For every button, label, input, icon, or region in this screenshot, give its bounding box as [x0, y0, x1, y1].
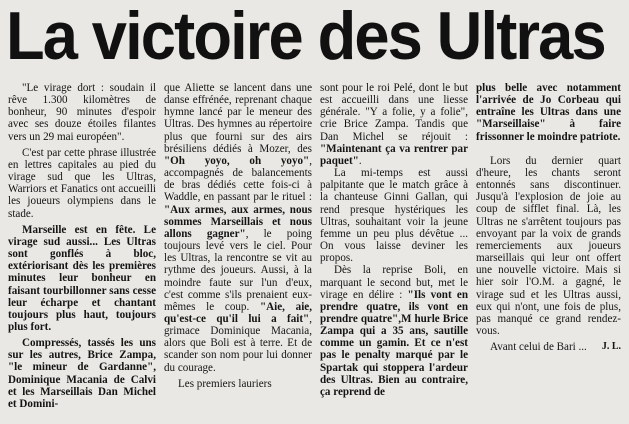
author-signature: J. L. — [601, 341, 621, 353]
paragraph: C'est par cette phrase illustrée en lettres capitales au pied du virage sud que les Ultras, Warriors et Fanatics ont accueilli les joueurs olympiens dans le stade. — [8, 146, 156, 220]
text: Dès la reprise Boli, en marquant le second but, met le virage en délire : — [320, 264, 468, 301]
column-4 — [472, 82, 625, 424]
paragraph — [8, 337, 156, 410]
text: que Aliette se lancent dans une danse effrénée, reprenant chaque hymne lancé par le meneur des Ultras. Des hymnes au répertoire plus que fourni sur des airs brésiliens dédiés à Mozer, des — [164, 82, 312, 155]
article-body — [4, 82, 625, 424]
paragraph: La mi-temps est aussi palpitante que le match grâce à la chanteuse Ginni Gallan, qui rend presque hystériques les Ultras, souhaitant voir la jeune femme un peu plus dévêtue ... On vous laisse deviner les propos. — [320, 167, 468, 265]
bold-text: Brice Zampa, "le mineur de Gardanne", Dominique Macania de Calvi et les Marseillais Dan Michel et Domini- — [8, 349, 156, 410]
text: , le poing toujours levé vers le ciel. Pour les Ultras, la rencontre se vit au rythme des joueurs. Aussi, à la moindre faute sur l'un d'eux, c'est comme s'ils prenaient eux-mêmes le coup. — [164, 227, 312, 313]
article-headline: La victoire des Ultras — [6, 0, 605, 74]
paragraph — [8, 224, 156, 333]
bold-quote: "Aux armes, aux armes, nous sommes Marseillais et nous allons gagner" — [164, 203, 312, 240]
paragraph — [164, 82, 312, 374]
text: sont pour le roi Pelé, dont le but est accueilli dans une liesse générale. "Y a folie, y a folie", crie Brice Zampa. Tandis que Dan Michel se réjouit : — [320, 82, 468, 143]
paragraph — [476, 341, 621, 353]
paragraph — [320, 264, 468, 398]
paragraph: "Le virage dort : soudain il rêve 1.300 kilomètres de bonheur, 90 minutes d'espoir avec ses douze étoiles filantes vers un 29 mai européen". — [8, 82, 156, 143]
column-3 — [316, 82, 472, 424]
text: , accompagnés de balancements de bras dédiés cette fois-ci à Waddle, en passant par le rituel : — [164, 154, 312, 204]
bold-quote: "Oh yoyo, oh yoyo" — [164, 154, 310, 167]
column-1 — [4, 82, 160, 424]
bold-quote: "Maintenant ça va rentrer par paquet" — [320, 142, 468, 167]
paragraph: Les premiers lauriers — [178, 377, 272, 390]
bold-quote: "Ils vont en prendre quatre, ils vont en prendre quatre",M hurle Brice Zampa qui a 35 ans, sautille comme un gamin. Et ce n'est pas le penalty marqué par le Spartak qui stoppera l'ardeur des Ultras. Bien au contraire, ça reprend de — [320, 288, 468, 398]
bold-text: plus belle avec notamment l'arrivée de Jo Corbeau qui entraîne les Ultras dans une "Marseillaise" à faire frissonner le moindre patriote. — [476, 82, 621, 143]
bold-text: Marseille est en fête. Le virage sud aussi... Les Ultras sont gonflés à bloc, extériorisant dès les premières minutes leur bonheur en faisant tourbillonner sans cesse leur écharpe et chantant toujours plus haut, toujours plus fort. — [8, 223, 156, 333]
paragraph: Lors du dernier quart d'heure, les chants seront entonnés sans discontinuer. Jusqu'à l'explosion de joie au coup de sifflet final. Là, les Ultras ne s'arrêtent toujours pas envoyant par la voix de grands remerciements aux joueurs marseillais qui leur ont offert une nouvelle victoire. Mais si hier soir l'O.M. a gagné, le virage sud et les Ultras aussi, eux qui n'ont, une fois de plus, pas manqué ce grand rendez-vous. — [476, 154, 621, 337]
bold-quote: "Aie, aie, qu'est-ce qu'il lui a fait" — [164, 300, 312, 325]
column-2 — [160, 82, 316, 424]
paragraph — [476, 82, 621, 143]
paragraph — [320, 82, 468, 167]
bold-text: Compressés, tassés les uns sur les autres, — [8, 337, 156, 362]
text: . — [358, 154, 362, 167]
text: , grimace Dominique Macania, alors que Boli est à terre. Et de scander son nom pour lui donner du courage. — [164, 312, 312, 374]
text: Avant celui de Bari ... — [490, 341, 587, 354]
